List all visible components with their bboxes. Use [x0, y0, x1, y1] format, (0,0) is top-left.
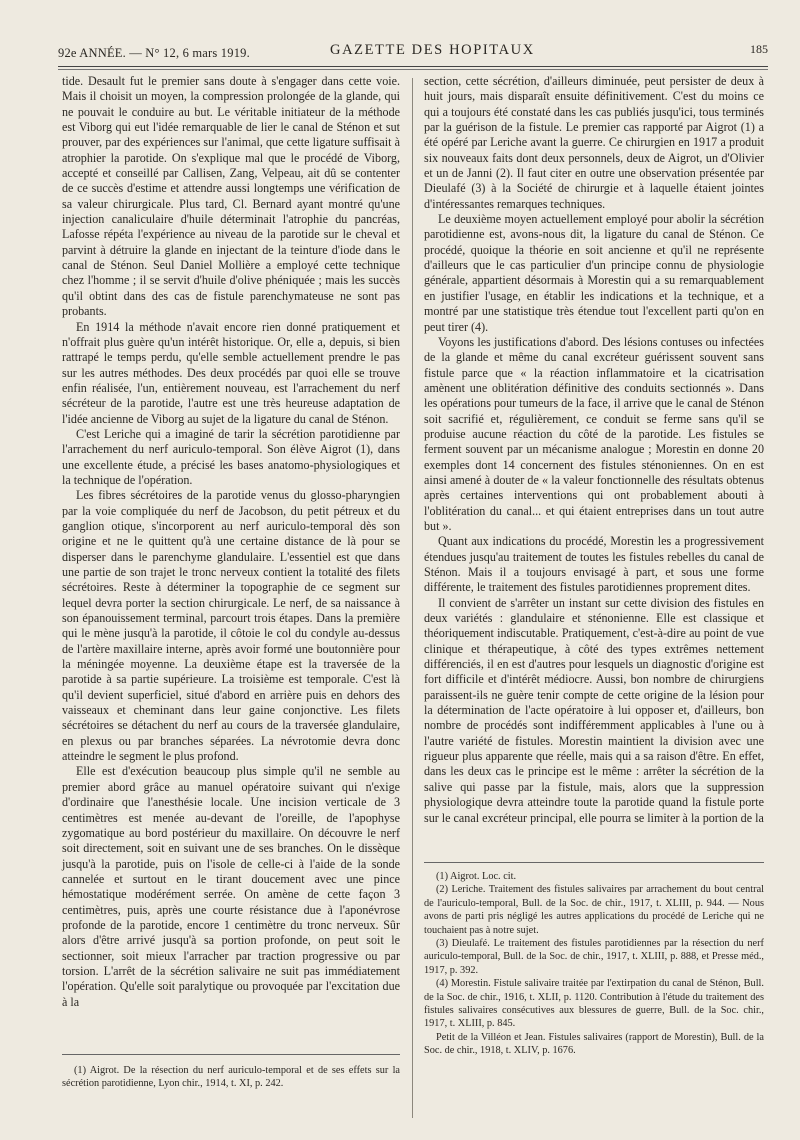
paragraph: En 1914 la méthode n'avait encore rien donné pratiquement et n'offrait plus guère qu'un intérêt historique. Or, elle a, depuis, si bien rattrapé le temps perdu, qu'elle semble actuellement prendre le pas sur les autres méthodes. Des deux procédés par quoi elle se trouve enfin réalisée, l'un, entièrement nouveau, est l'arrachement du nerf sécréteur de la parotide, l'autre est une très heureuse adaptation de l'idée ancienne de Viborg au sujet de la ligature du canal de Sténon.	[62, 319, 400, 426]
footnotes-right	[424, 870, 764, 1058]
column-divider	[412, 78, 413, 1118]
paragraph: Le deuxième moyen actuellement employé pour abolir la sécrétion parotidienne est, avons-nous dit, la ligature du canal de Sténon. Ce procédé, quoique la théorie en soit ancienne et qu'il ne représente d'ailleurs que le cas particulier d'un principe connu de physiologie générale, appartient désormais à Morestin qui a su remarquablement en justifier l'usage, en établir les indications et la technique, et a montré par une statistique très étendue tout l'excellent parti qu'on en peut tirer (4).	[424, 212, 764, 334]
footnote: (1) Aigrot. De la résection du nerf auriculo-temporal et de ses effets sur la sécrétion parotidienne, Lyon chir., 1914, t. XI, p. 242.	[62, 1065, 400, 1089]
paragraph: tide. Desault fut le premier sans doute à s'engager dans cette voie. Mais il choisit un moyen, la compression prolongée de la glande, qui ne pouvait le conduire au but. Le véritable initiateur de la méthode est Viborg qui eut l'idée remarquable de lier le canal de Sténon et sut prouver, par des expériences sur l'animal, que cette ligature suffisait à atrophier la parotide. On s'explique mal que le procédé de Viborg, accepté et conseillé par Callisen, Zang, Velpeau, ait dû se contenter de ce succès d'estime et attendre aussi longtemps une vérification de sa valeur chirurgicale. Plus tard, Cl. Bernard ayant montré qu'une injection canaliculaire d'huile déterminait l'atrophie du pancréas, Lafosse répéta l'expérience au niveau de la parotide sur le cheval et parvint à détruire la glande en injectant de la teinture d'iode dans le canal de Sténon. Seul Daniel Mollière a employé cette technique chez l'homme ; il se servit d'huile d'olive phéniquée ; mais les succès qu'il obtint dans des cas de fistule parenchymateuse ne sont pas probants.	[62, 74, 400, 319]
footnote: (1) Aigrot. Loc. cit.	[436, 871, 517, 882]
footnotes-left	[62, 1064, 400, 1090]
left-column	[62, 74, 400, 1010]
journal-title: GAZETTE DES HOPITAUX	[330, 42, 535, 58]
paragraph: C'est Leriche qui a imaginé de tarir la sécrétion parotidienne par l'arrachement du nerf auriculo-temporal. Son élève Aigrot (1), dans une excellente étude, a précisé les bases anatomo-physiologiques et la technique de l'opération.	[62, 426, 400, 487]
header-rule-thin	[58, 69, 768, 70]
issue-line: 92e ANNÉE. — N° 12, 6 mars 1919.	[58, 46, 250, 60]
header-rule	[58, 66, 768, 67]
paragraph: Les fibres sécrétoires de la parotide venus du glosso-pharyngien par la voie compliquée du nerf de Jacobson, du petit pétreux et du ganglion otique, s'incorporent au nerf auriculo-temporal dès son origine et ne le quittent qu'à une certaine distance de là pour se disperser dans le parenchyme glandulaire. L'essentiel est que dans une partie de son trajet le tronc nerveux contient la totalité des filets sécrétoires. Reste à déterminer la topographie de ce segment sur lequel devra porter la section chirurgicale. Le nerf, de sa naissance à son épanouissement terminal, parcourt trois étapes. Dans la première qui le mène jusqu'à la parotide, il côtoie le col du condyle au-dessus de l'artère maxillaire interne, après avoir formé une boutonnière pour la méningée moyenne. La deuxième étape est la traversée de la parotide à sa partie supérieure. La troisième est temporale. C'est là qu'il devient superficiel, situé d'abord en arrière puis en dehors des vaisseaux et cheminant dans leur gaine conjonctive. Les filets sécrétoires se détachent du nerf au cours de la traversée glandulaire, en plexus ou par branches séparées. La névrotomie devra donc atteindre le segment le plus profond.	[62, 488, 400, 764]
footnote: (2) Leriche. Traitement des fistules salivaires par arrachement du bout central de l'auriculo-temporal, Bull. de la Soc. de chir., 1917, t. XLIII, p. 944. — Nous avons de parti pris négligé les autres applications du procédé de Leriche qui ne touchaient pas à notre sujet.	[424, 884, 764, 936]
paragraph: Voyons les justifications d'abord. Des lésions contuses ou infectées de la glande et même du canal excréteur guérissent souvent sans fistule parce que « la réaction inflammatoire et la cicatrisation amènent une oblitération définitive des conduits sectionnés ». Dans les opérations pour tumeurs de la face, il arrive que le canal de Sténon soit sacrifié et, régulièrement, ce conduit se ferme sans qu'il se produise aucune réaction du côté de la parotide. Les fistules se ferment souvent par un mécanisme analogue ; Morestin en donne 20 exemples dont 14 concernent des fistules sténoniennes. On en est ainsi amené à douter de « la valeur fonctionnelle des résultats obtenus après certaines interventions qui ont probablement abouti à l'oblitération du canal... et qui étaient entreprises dans un tout autre but ».	[424, 334, 764, 533]
paragraph: section, cette sécrétion, d'ailleurs diminuée, peut persister de deux à huit jours, mais disparaît ensuite définitivement. C'est du moins ce qui a toujours été constaté dans les cas publiés jusqu'ici, tous terminés par la guérison de la fistule. Le premier cas rapporté par Aigrot (1) a été opéré par Leriche avant la guerre. Ce chirurgien en 1917 a produit six nouveaux faits dont deux personnels, deux de Aigrot, un d'Olivier et un de Janni (2). Il faut citer en outre une observation présentée par Dieulafé (3) à la Société de chirurgie et à laquelle étaient jointes d'intéressantes remarques techniques.	[424, 74, 764, 211]
paragraph: Elle est d'exécution beaucoup plus simple qu'il ne semble au premier abord grâce au manuel opératoire suivant qui n'exige d'ordinaire que l'anesthésie locale. Une incision verticale de 3 centimètres est menée au-devant de l'oreille, de l'apophyse zygomatique au bord postérieur du maxillaire. On découvre le nerf soit directement, soit en suivant une de ses branches. On le dissèque jusqu'à la parotide, puis on l'isole de celle-ci à l'aide de la sonde cannelée et surtout en le tirant doucement avec une pince hémostatique modérément serrée. On amène de cette façon 3 centimètres, puis, après une courte résistance due à l'aponévrose profonde de la parotide, encore 1 centimètre du tronc nerveux. Sûr alors d'être arrivé jusqu'à sa portion profonde, on peut soit le sectionner, soit mieux l'arracher par traction progressive ou par torsion. L'arrêt de la sécrétion salivaire ne suit pas immédiatement l'opération. Qu'elle soit paralytique ou provoquée par l'excitation due à la	[62, 764, 400, 1009]
paragraph: Il convient de s'arrêter un instant sur cette division des fistules en deux variétés : glandulaire et sténonienne. Elle est classique et théoriquement indiscutable. Pratiquement, c'est-à-dire au point de vue clinique et thérapeutique, à côté des types extrêmes nettement différenciés, il en est d'autres pour lesquels un diagnostic d'origine est fort difficile et d'intérêt médiocre. Aussi, bon nombre de chirurgiens paraissent-ils ne guère tenir compte de cette origine de la lésion pour la détermination de l'acte opératoire à lui opposer et, d'ailleurs, bon nombre de procédés sont indifféremment applicables à l'une ou à l'autre variété de fistules. Morestin maintient la division avec une rigueur plus apparente que réelle, mais qui a sa raison d'être. En effet, dans les deux cas le principe est le même : arrêter la sécrétion de la salive qui passe par la fistule, mais, alors que la suppression physiologique devra atteindre toute la parotide quand la fistule porte sur le canal excréteur principal, elle pourra se limiter à la portion de la	[424, 595, 764, 825]
right-column	[424, 74, 764, 826]
footnote: Petit de la Villéon et Jean. Fistules salivaires (rapport de Morestin), Bull. de la Soc. de chir., 1918, t. XLIV, p. 1676.	[424, 1031, 764, 1057]
paragraph: Quant aux indications du procédé, Morestin les a progressivement étendues jusqu'au traitement de toutes les fistules rebelles du canal de Sténon. Mais il a toujours envisagé à part, et sous une forme différente, le traitement des fistules parotidiennes proprement dites.	[424, 534, 764, 595]
page-header	[58, 38, 768, 60]
footnote: (3) Dieulafé. Le traitement des fistules parotidiennes par la résection du nerf auriculo-temporal, Bull. de la Soc. de chir., 1917, t. XLIII, p. 888, et Presse méd., 1917, p. 392.	[424, 938, 764, 976]
footnote-rule-right	[424, 862, 764, 863]
footnote-rule-left	[62, 1054, 400, 1055]
footnote: (4) Morestin. Fistule salivaire traitée par l'extirpation du canal de Sténon, Bull. de la Soc. de chir., 1916, t. XLII, p. 1120. Contribution à l'étude du traitement des fistules salivaires consécutives aux blessures de guerre, Bull. de la Soc. chir., 1917, t. XLIII, p. 845.	[424, 978, 764, 1030]
page-number: 185	[750, 42, 768, 56]
